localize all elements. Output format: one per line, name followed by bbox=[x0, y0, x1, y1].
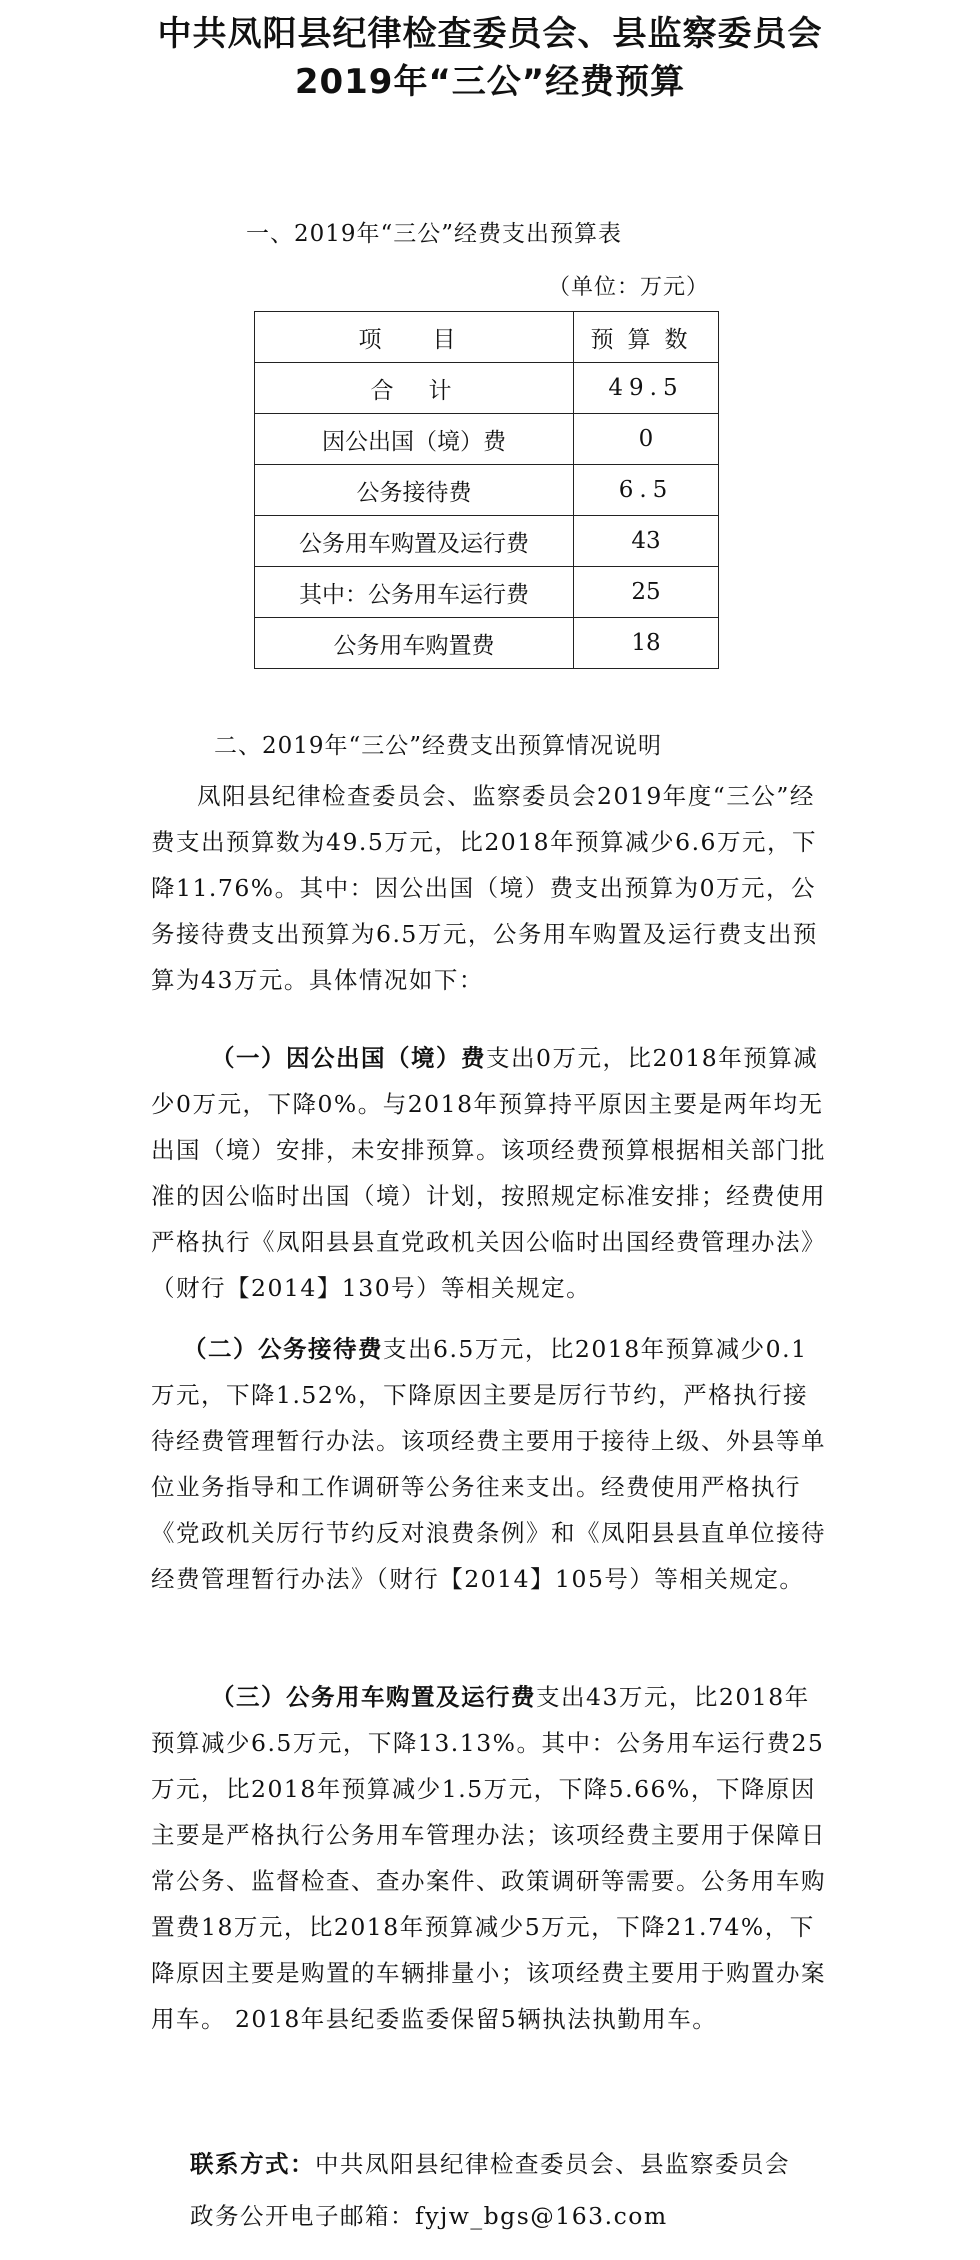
unit-label: （单位：万元） bbox=[548, 275, 710, 300]
table-row bbox=[255, 516, 719, 567]
paragraph-vehicles-label: （三）公务用车购置及运行费 bbox=[211, 1683, 536, 1711]
table-cell-amount: 0 bbox=[574, 414, 719, 465]
table-row bbox=[255, 465, 719, 516]
table-cell-amount: 6.5 bbox=[574, 465, 719, 516]
table-row bbox=[255, 414, 719, 465]
section1-heading: 一、2019年“三公”经费支出预算表 bbox=[246, 221, 623, 247]
paragraph-overseas-text: 支出0万元，比2018年预算减少0万元，下降0%。与2018年预算持平原因主要是两年均无出国（境）安排，未安排预算。该项经费预算根据相关部门批准的因公临时出国（境）计划，按照规定标准安排；经费使用严格执行《凤阳县县直党政机关因公临时出国经费管理办法》（财行【2014】130号）等相关规定。 bbox=[151, 1044, 826, 1302]
table-cell-amount: 18 bbox=[574, 618, 719, 669]
section2-heading: 二、2019年“三公”经费支出预算情况说明 bbox=[214, 733, 663, 759]
intro-text: 凤阳县纪律检查委员会、监察委员会2019年度“三公”经费支出预算数为49.5万元，比2018年预算减少6.6万元，下降11.76%。其中：因公出国（境）费支出预算为0万元，公务接待费支出预算为6.5万元，公务用车购置及运行费支出预算为43万元。具体情况如下： bbox=[151, 782, 818, 994]
budget-table bbox=[254, 311, 719, 669]
table-cell-amount: 49.5 bbox=[574, 363, 719, 414]
paragraph-vehicles bbox=[151, 1674, 831, 2042]
document-title-line2: 2019年“三公”经费预算 bbox=[294, 62, 686, 102]
email-address: fyjw_bgs@163.com bbox=[415, 2202, 668, 2230]
table-cell-item: 其中：公务用车运行费 bbox=[255, 567, 574, 618]
intro-paragraph bbox=[151, 773, 831, 1003]
table-row bbox=[255, 363, 719, 414]
table-cell-amount: 25 bbox=[574, 567, 719, 618]
document-title-line1: 中共凤阳县纪律检查委员会、县监察委员会 bbox=[157, 14, 823, 54]
table-cell-item: 合 计 bbox=[255, 363, 574, 414]
paragraph-reception-label: （二）公务接待费 bbox=[183, 1335, 383, 1363]
email-line bbox=[190, 2197, 668, 2231]
table-cell-item: 公务用车购置及运行费 bbox=[255, 516, 574, 567]
paragraph-reception-text: 支出6.5万元，比2018年预算减少0.1万元，下降1.52%，下降原因主要是厉行节约，严格执行接待经费管理暂行办法。该项经费主要用于接待上级、外县等单位业务指导和工作调研等公务往来支出。经费使用严格执行《党政机关厉行节约反对浪费条例》和《凤阳县县直单位接待经费管理暂行办法》（财行【2014】105号）等相关规定。 bbox=[151, 1335, 826, 1593]
paragraph-overseas-label: （一）因公出国（境）费 bbox=[211, 1044, 486, 1072]
table-header-item: 项 目 bbox=[255, 312, 574, 363]
table-cell-item: 公务用车购置费 bbox=[255, 618, 574, 669]
paragraph-vehicles-text: 支出43万元，比2018年预算减少6.5万元，下降13.13%。其中：公务用车运行费25万元，比2018年预算减少1.5万元，下降5.66%，下降原因主要是严格执行公务用车管理办法；该项经费主要用于保障日常公务、监督检查、查办案件、政策调研等需要。公务用车购置费18万元，比2018年预算减少5万元，下降21.74%，下降原因主要是购置的车辆排量小；该项经费主要用于购置办案用车。 2018年县纪委监委保留5辆执法执勤用车。 bbox=[151, 1683, 826, 2033]
table-cell-item: 公务接待费 bbox=[255, 465, 574, 516]
paragraph-reception bbox=[151, 1326, 831, 1602]
contact-value: 中共凤阳县纪律检查委员会、县监察委员会 bbox=[315, 2150, 790, 2178]
table-row bbox=[255, 567, 719, 618]
table-cell-item: 因公出国（境）费 bbox=[255, 414, 574, 465]
paragraph-overseas bbox=[151, 1035, 831, 1311]
table-row bbox=[255, 618, 719, 669]
contact-line bbox=[190, 2145, 790, 2179]
table-cell-amount: 43 bbox=[574, 516, 719, 567]
email-label: 政务公开电子邮箱： bbox=[190, 2202, 415, 2230]
contact-label: 联系方式： bbox=[190, 2150, 315, 2178]
table-header-row bbox=[255, 312, 719, 363]
table-header-amount: 预算数 bbox=[574, 312, 719, 363]
